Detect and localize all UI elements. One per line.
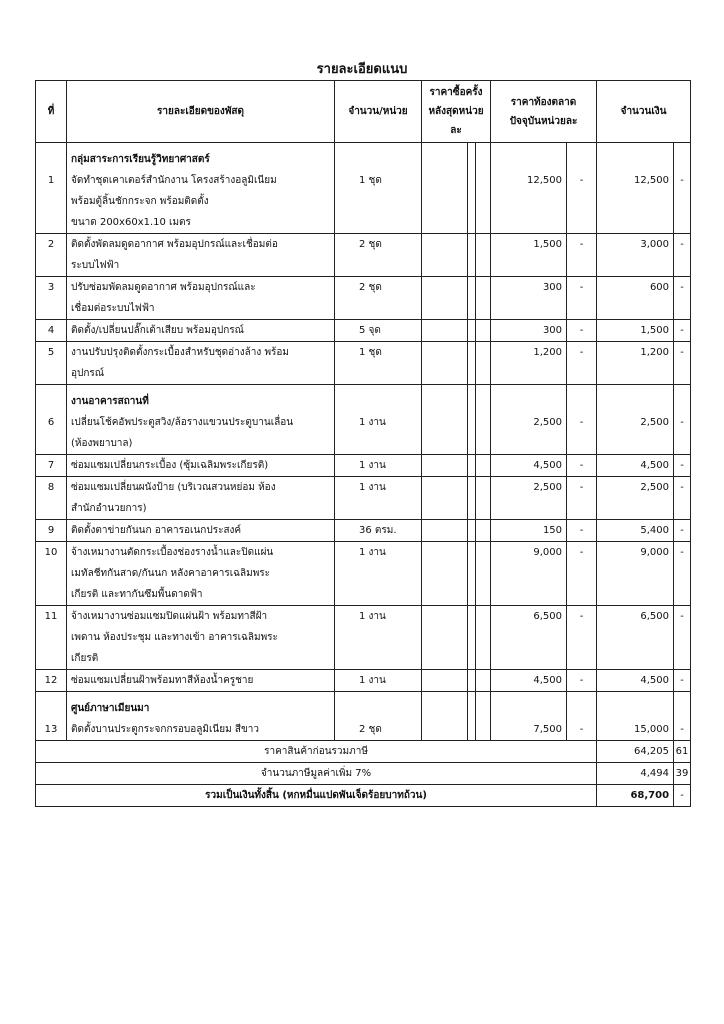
row-unit-price-decimal-text: - <box>579 611 584 622</box>
row-amount-decimal-text: - <box>680 460 684 471</box>
row-number <box>36 385 67 455</box>
description-line: เมทัลชีทกันสาด/กันนก หลังคาอาคารเฉลิมพระ <box>71 568 271 579</box>
table-row <box>36 606 691 670</box>
row-number-text: 9 <box>47 525 55 536</box>
row-quantity <box>335 606 422 670</box>
table-row <box>36 234 691 277</box>
section-heading: กลุ่มสาระการเรียนรู้วิทยาศาสตร์ <box>71 154 210 165</box>
row-amount-text: 6,500 <box>640 611 670 622</box>
row-amount <box>597 692 674 741</box>
row-amount <box>597 670 674 692</box>
header-qty: จำนวน/หน่วย <box>335 81 422 143</box>
row-amount-decimal <box>674 234 691 277</box>
row-description <box>67 520 335 542</box>
row-unit-price-text: 300 <box>542 282 563 293</box>
header-last-price-line1: ราคาซื้อครั้ง <box>429 87 483 98</box>
row-quantity <box>335 692 422 741</box>
last-price-gap <box>468 455 476 477</box>
row-unit-price <box>491 692 567 741</box>
row-quantity-text: 36 ตรม. <box>359 525 397 536</box>
row-number <box>36 477 67 520</box>
row-amount-text: 1,200 <box>640 347 670 358</box>
row-amount-text: 3,000 <box>640 239 670 250</box>
row-unit-price <box>491 277 567 320</box>
row-number-text: 8 <box>47 482 55 493</box>
description-line: ติดตั้งตาข่ายกันนก อาคารอเนกประสงค์ <box>71 525 242 536</box>
row-amount-decimal-text: - <box>680 547 684 558</box>
last-price-cell <box>422 234 468 277</box>
row-amount-decimal-text: - <box>680 239 684 250</box>
table-row <box>36 542 691 606</box>
row-quantity-text: 1 งาน <box>359 482 386 493</box>
last-price-gap <box>468 520 476 542</box>
description-line: งานปรับปรุงติดตั้งกระเบื้องสำหรับชุดอ่างล้าง พร้อม <box>71 347 289 358</box>
row-amount-decimal-text: - <box>680 417 684 428</box>
subtotal-value: 64,205 <box>597 741 674 763</box>
header-market-price-line1: ราคาท้องตลาด <box>510 96 577 108</box>
description-line: เชื่อมต่อระบบไฟฟ้า <box>71 303 155 314</box>
description-line: อุปกรณ์ <box>71 368 105 379</box>
last-price-cell <box>422 542 468 606</box>
row-unit-price-text: 12,500 <box>527 175 563 186</box>
row-unit-price-text: 9,000 <box>533 547 563 558</box>
row-description <box>67 670 335 692</box>
row-amount <box>597 455 674 477</box>
row-unit-price <box>491 542 567 606</box>
last-price-cell <box>422 692 468 741</box>
row-unit-price-decimal-text: - <box>579 724 584 735</box>
row-unit-price <box>491 670 567 692</box>
header-desc: รายละเอียดของพัสดุ <box>67 81 335 143</box>
row-quantity-text: 1 งาน <box>359 417 386 428</box>
description-line: เปลี่ยนโช้คอัพประตูสวิง/ล้อรางแขวนประตูบานเลื่อน <box>71 417 294 428</box>
last-price-dec <box>476 277 491 320</box>
row-amount <box>597 477 674 520</box>
description-line: พร้อมตู้ลิ้นชักกระจก พร้อมติดตั้ง <box>71 196 209 207</box>
page-title: รายละเอียดแนบ <box>316 62 408 77</box>
row-description <box>67 234 335 277</box>
row-number <box>36 692 67 741</box>
row-number <box>36 342 67 385</box>
last-price-dec <box>476 692 491 741</box>
row-number-text: 4 <box>47 325 55 336</box>
row-unit-price <box>491 520 567 542</box>
row-unit-price-decimal <box>567 234 597 277</box>
row-amount-text: 1,500 <box>640 325 670 336</box>
row-description <box>67 277 335 320</box>
last-price-cell <box>422 670 468 692</box>
row-unit-price-decimal <box>567 320 597 342</box>
row-unit-price-decimal-text: - <box>579 675 584 686</box>
row-description <box>67 542 335 606</box>
table-body <box>36 143 691 741</box>
row-quantity-text: 1 ชุด <box>359 175 382 186</box>
vat-row <box>36 763 691 785</box>
row-unit-price-text: 150 <box>542 525 563 536</box>
last-price-cell <box>422 477 468 520</box>
last-price-cell <box>422 143 468 234</box>
row-unit-price-decimal <box>567 606 597 670</box>
description-line: จ้างเหมางานตัดกระเบื้องช่องรางน้ำและปิดแผ่น <box>71 547 274 558</box>
row-quantity-text: 1 ชุด <box>359 347 382 358</box>
row-unit-price-decimal-text: - <box>579 482 584 493</box>
description-line: ซ่อมแซมเปลี่ยนกระเบื้อง (ซุ้มเฉลิมพระเกียรติ) <box>71 460 269 471</box>
table-row <box>36 342 691 385</box>
row-amount <box>597 606 674 670</box>
row-unit-price <box>491 234 567 277</box>
row-number-text: 3 <box>47 282 55 293</box>
last-price-dec <box>476 477 491 520</box>
row-quantity <box>335 143 422 234</box>
row-unit-price-text: 300 <box>542 325 563 336</box>
last-price-gap <box>468 320 476 342</box>
row-amount-decimal-text: - <box>680 175 684 186</box>
header-no: ที่ <box>36 81 67 143</box>
vat-label: จำนวนภาษีมูลค่าเพิ่ม 7% <box>36 763 597 785</box>
row-quantity-text: 1 งาน <box>359 547 386 558</box>
row-description <box>67 143 335 234</box>
row-unit-price-text: 6,500 <box>533 611 563 622</box>
last-price-gap <box>468 234 476 277</box>
row-unit-price-text: 7,500 <box>533 724 563 735</box>
row-unit-price-decimal <box>567 277 597 320</box>
row-unit-price-decimal <box>567 670 597 692</box>
row-quantity <box>335 320 422 342</box>
description-line: เกียรติ <box>71 653 99 664</box>
row-number-text: 13 <box>44 724 58 735</box>
last-price-cell <box>422 342 468 385</box>
row-quantity <box>335 455 422 477</box>
row-unit-price-decimal <box>567 692 597 741</box>
row-unit-price-text: 4,500 <box>533 675 563 686</box>
last-price-gap <box>468 670 476 692</box>
row-amount-decimal <box>674 320 691 342</box>
row-amount-decimal <box>674 692 691 741</box>
table-row <box>36 320 691 342</box>
description-line: ติดตั้งพัดลมดูดอากาศ พร้อมอุปกรณ์และเชื่อมต่อ <box>71 239 278 250</box>
row-description <box>67 342 335 385</box>
last-price-gap <box>468 143 476 234</box>
row-amount-decimal <box>674 520 691 542</box>
row-quantity <box>335 477 422 520</box>
table-row <box>36 143 691 234</box>
last-price-gap <box>468 542 476 606</box>
row-quantity-text: 1 งาน <box>359 611 386 622</box>
row-amount-decimal-text: - <box>680 482 684 493</box>
row-unit-price-decimal-text: - <box>579 547 584 558</box>
row-unit-price-decimal-text: - <box>579 525 584 536</box>
description-line: ซ่อมแซมเปลี่ยนผนังป้าย (บริเวณสวนหย่อม ห้อง <box>71 482 276 493</box>
row-amount-decimal <box>674 455 691 477</box>
row-unit-price-text: 1,500 <box>533 239 563 250</box>
row-unit-price <box>491 143 567 234</box>
row-amount-text: 4,500 <box>640 460 670 471</box>
table-row <box>36 385 691 455</box>
table-row <box>36 692 691 741</box>
row-number <box>36 455 67 477</box>
row-unit-price-decimal-text: - <box>579 175 584 186</box>
vat-decimal: 39 <box>674 763 691 785</box>
row-amount-decimal <box>674 277 691 320</box>
row-quantity <box>335 234 422 277</box>
row-number-text: 12 <box>44 675 58 686</box>
grand-total-label: รวมเป็นเงินทั้งสิ้น (หกหมื่นแปดพันเจ็ดร้อยบาทถ้วน) <box>36 785 597 807</box>
row-quantity-text: 5 จุด <box>359 325 381 336</box>
row-amount-decimal <box>674 542 691 606</box>
row-quantity <box>335 385 422 455</box>
section-heading: งานอาคารสถานที่ <box>71 396 149 407</box>
row-number-text: 2 <box>47 239 55 250</box>
row-amount-text: 600 <box>649 282 670 293</box>
row-unit-price <box>491 385 567 455</box>
table-row <box>36 520 691 542</box>
row-quantity-text: 2 ชุด <box>359 724 382 735</box>
header-market-price-line2: ปัจจุบันหน่วยละ <box>509 115 578 127</box>
last-price-dec <box>476 520 491 542</box>
row-amount-text: 2,500 <box>640 417 670 428</box>
row-unit-price-text: 2,500 <box>533 417 563 428</box>
row-unit-price-text: 2,500 <box>533 482 563 493</box>
row-number-text: 5 <box>47 347 55 358</box>
row-quantity <box>335 542 422 606</box>
last-price-cell <box>422 385 468 455</box>
row-number <box>36 606 67 670</box>
row-unit-price-decimal <box>567 143 597 234</box>
row-unit-price-text: 1,200 <box>533 347 563 358</box>
row-number <box>36 542 67 606</box>
row-number-text: 1 <box>47 175 55 186</box>
description-line: เพดาน ห้องประชุม และทางเข้า อาคารเฉลิมพระ <box>71 632 278 643</box>
description-line: ซ่อมแซมเปลี่ยนฝ้าพร้อมทาสีห้องน้ำครูชาย <box>71 675 254 686</box>
description-line: ระบบไฟฟ้า <box>71 260 120 271</box>
row-amount <box>597 342 674 385</box>
row-unit-price-decimal <box>567 455 597 477</box>
grand-total-value: 68,700 <box>597 785 674 807</box>
description-line: เกียรติ และทากันซึมพื้นดาดฟ้า <box>71 589 203 600</box>
row-quantity <box>335 277 422 320</box>
row-unit-price-decimal <box>567 520 597 542</box>
header-last-price-line2: หลังสุดหน่วยละ <box>428 106 484 136</box>
row-quantity-text: 2 ชุด <box>359 239 382 250</box>
header-last-price <box>422 81 491 143</box>
row-description <box>67 692 335 741</box>
row-description <box>67 606 335 670</box>
last-price-dec <box>476 385 491 455</box>
row-description <box>67 385 335 455</box>
row-unit-price <box>491 455 567 477</box>
header-amount: จำนวนเงิน <box>597 81 691 143</box>
table-row <box>36 477 691 520</box>
row-amount-decimal <box>674 670 691 692</box>
row-quantity <box>335 670 422 692</box>
row-amount-decimal-text: - <box>680 675 684 686</box>
row-number <box>36 320 67 342</box>
row-description <box>67 320 335 342</box>
row-amount-decimal <box>674 385 691 455</box>
row-amount-decimal-text: - <box>680 525 684 536</box>
subtotal-row <box>36 741 691 763</box>
last-price-dec <box>476 455 491 477</box>
last-price-gap <box>468 606 476 670</box>
row-number-text: 10 <box>44 547 58 558</box>
last-price-cell <box>422 455 468 477</box>
row-amount <box>597 143 674 234</box>
header-row <box>36 81 691 143</box>
row-unit-price-decimal-text: - <box>579 325 584 336</box>
last-price-cell <box>422 520 468 542</box>
row-amount-text: 4,500 <box>640 675 670 686</box>
description-line: (ห้องพยาบาล) <box>71 438 133 449</box>
row-description <box>67 477 335 520</box>
description-line: ปรับซ่อมพัดลมดูดอากาศ พร้อมอุปกรณ์และ <box>71 282 256 293</box>
subtotal-decimal: 61 <box>674 741 691 763</box>
row-amount <box>597 320 674 342</box>
row-unit-price <box>491 606 567 670</box>
last-price-gap <box>468 385 476 455</box>
row-unit-price-decimal <box>567 342 597 385</box>
last-price-gap <box>468 342 476 385</box>
row-quantity-text: 1 งาน <box>359 675 386 686</box>
row-number-text: 6 <box>47 417 55 428</box>
last-price-dec <box>476 143 491 234</box>
row-unit-price <box>491 320 567 342</box>
description-line: ขนาด 200x60x1.10 เมตร <box>71 217 191 228</box>
row-amount <box>597 385 674 455</box>
last-price-dec <box>476 234 491 277</box>
row-quantity-text: 1 งาน <box>359 460 386 471</box>
last-price-dec <box>476 342 491 385</box>
row-amount-text: 9,000 <box>640 547 670 558</box>
row-quantity-text: 2 ชุด <box>359 282 382 293</box>
row-number <box>36 520 67 542</box>
row-amount-text: 12,500 <box>634 175 670 186</box>
row-unit-price-decimal <box>567 542 597 606</box>
row-number-text: 7 <box>47 460 55 471</box>
row-number <box>36 143 67 234</box>
row-amount-decimal-text: - <box>680 611 684 622</box>
row-unit-price-decimal <box>567 477 597 520</box>
last-price-cell <box>422 606 468 670</box>
description-line: ติดตั้งบานประตูกระจกกรอบอลูมิเนียม สีขาว <box>71 724 260 735</box>
table-row <box>36 670 691 692</box>
row-amount-text: 2,500 <box>640 482 670 493</box>
last-price-cell <box>422 320 468 342</box>
grand-total-decimal: - <box>674 785 691 807</box>
row-amount-decimal <box>674 342 691 385</box>
row-amount <box>597 520 674 542</box>
subtotal-label: ราคาสินค้าก่อนรวมภาษี <box>36 741 597 763</box>
row-amount-decimal-text: - <box>680 724 684 735</box>
row-amount-text: 5,400 <box>640 525 670 536</box>
row-unit-price-text: 4,500 <box>533 460 563 471</box>
description-line: จ้างเหมางานซ่อมแซมปิดแผ่นฝ้า พร้อมทาสีฝ้า <box>71 611 268 622</box>
row-amount-decimal <box>674 143 691 234</box>
row-unit-price-decimal-text: - <box>579 347 584 358</box>
row-unit-price-decimal-text: - <box>579 239 584 250</box>
row-unit-price <box>491 342 567 385</box>
row-unit-price <box>491 477 567 520</box>
row-amount-decimal-text: - <box>680 325 684 336</box>
row-unit-price-decimal-text: - <box>579 417 584 428</box>
row-amount <box>597 542 674 606</box>
row-description <box>67 455 335 477</box>
description-line: จัดทำชุดเคาเตอร์สำนักงาน โครงสร้างอลูมิเนียม <box>71 175 277 186</box>
row-amount-decimal-text: - <box>680 282 684 293</box>
row-number-text: 11 <box>44 611 58 622</box>
row-amount <box>597 234 674 277</box>
last-price-gap <box>468 692 476 741</box>
detail-table <box>35 80 691 807</box>
row-amount-decimal-text: - <box>680 347 684 358</box>
table-row <box>36 277 691 320</box>
last-price-dec <box>476 606 491 670</box>
table-row <box>36 455 691 477</box>
last-price-gap <box>468 477 476 520</box>
row-number <box>36 234 67 277</box>
last-price-dec <box>476 670 491 692</box>
row-unit-price-decimal-text: - <box>579 460 584 471</box>
row-amount <box>597 277 674 320</box>
row-amount-decimal <box>674 606 691 670</box>
last-price-dec <box>476 542 491 606</box>
vat-value: 4,494 <box>597 763 674 785</box>
grand-total-row <box>36 785 691 807</box>
header-market-price <box>491 81 597 143</box>
row-amount-text: 15,000 <box>634 724 670 735</box>
description-line: สำนักอำนวยการ) <box>71 503 147 514</box>
row-number <box>36 277 67 320</box>
row-amount-decimal <box>674 477 691 520</box>
row-quantity <box>335 342 422 385</box>
row-quantity <box>335 520 422 542</box>
description-line: ติดตั้ง/เปลี่ยนปลั๊กเต้าเสียบ พร้อมอุปกรณ์ <box>71 325 244 336</box>
last-price-dec <box>476 320 491 342</box>
row-unit-price-decimal <box>567 385 597 455</box>
section-heading: ศูนย์ภาษาเมียนมา <box>71 703 150 714</box>
last-price-cell <box>422 277 468 320</box>
row-number <box>36 670 67 692</box>
row-unit-price-decimal-text: - <box>579 282 584 293</box>
last-price-gap <box>468 277 476 320</box>
